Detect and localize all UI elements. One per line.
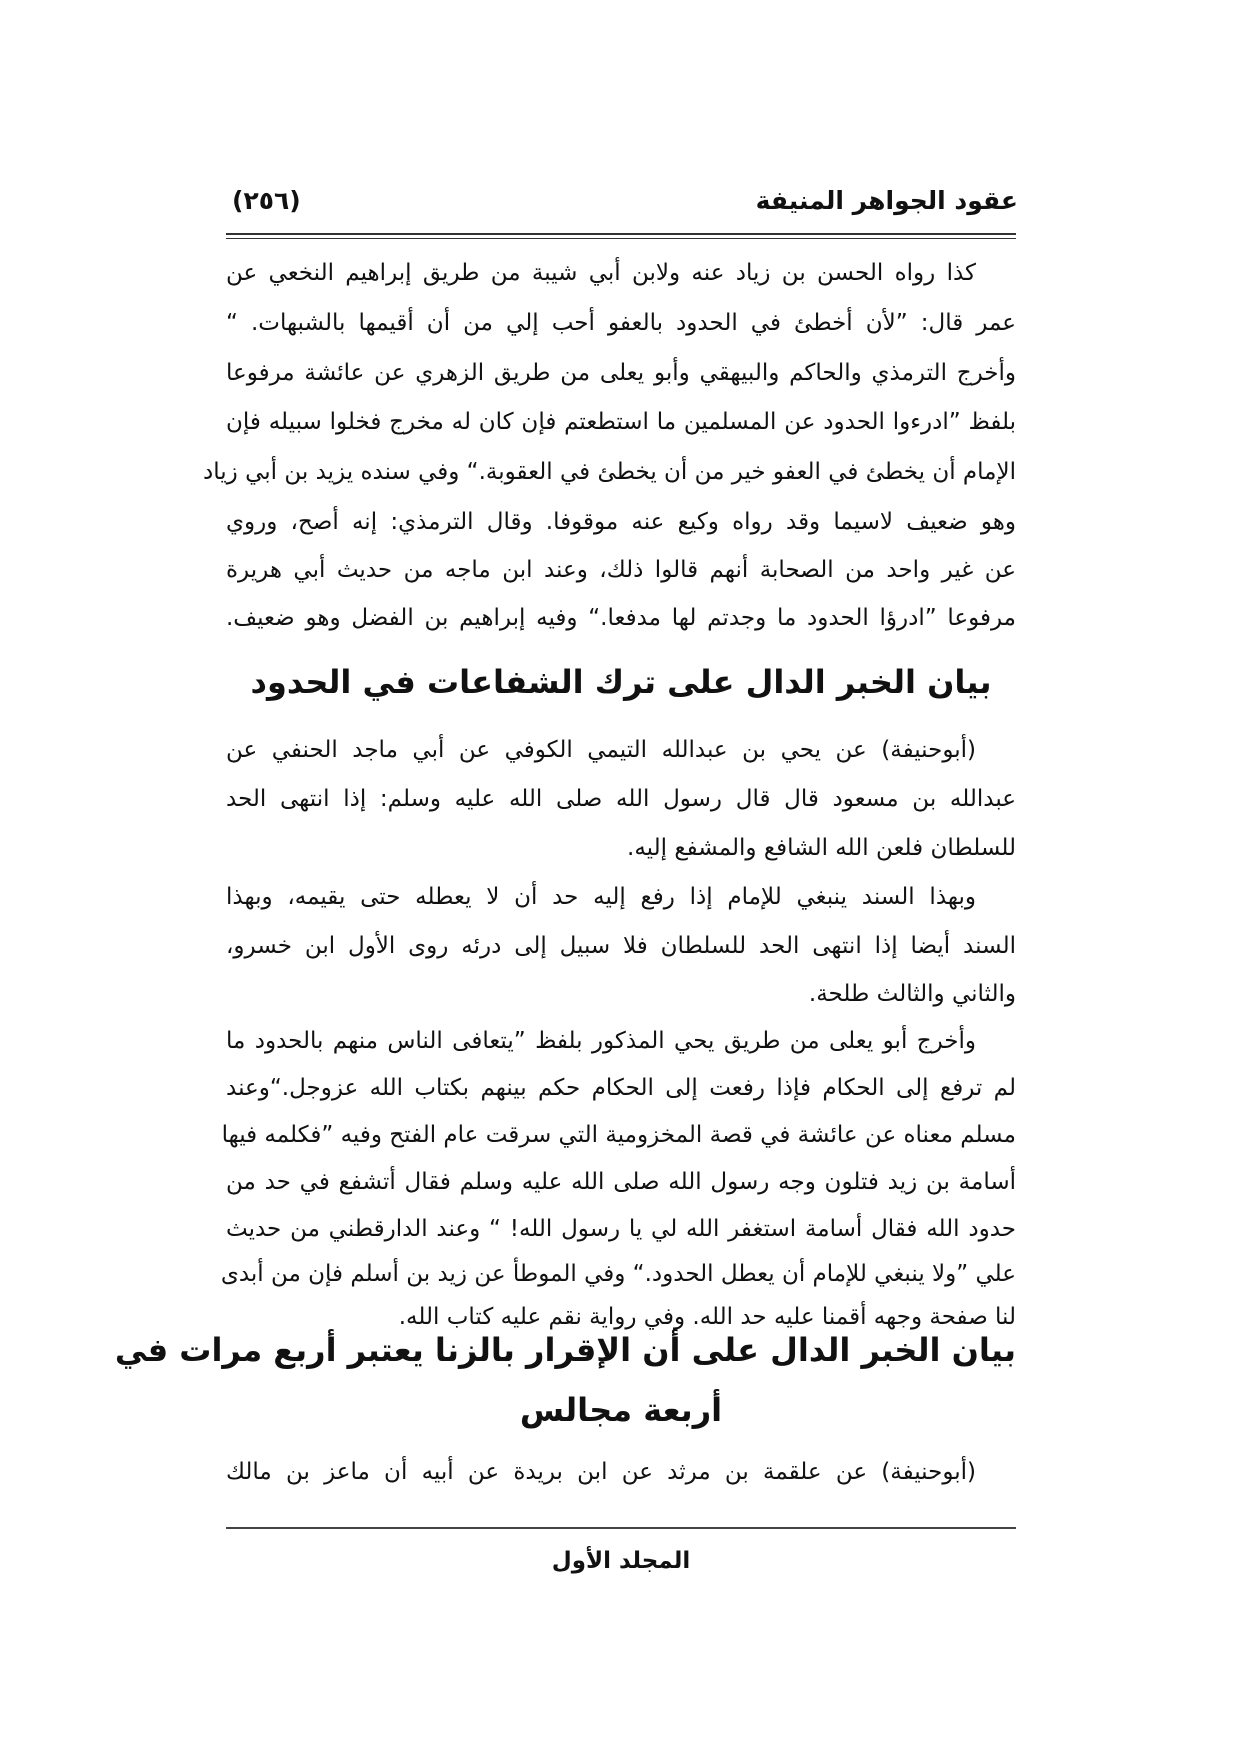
text-line: كذا رواه الحسن بن زياد عنه ولابن أبي شيبة من طريق إبراهيم النخعي عن xyxy=(226,260,976,286)
text-line: أسامة بن زيد فتلون وجه رسول الله صلى الله عليه وسلم فقال أتشفع في حد من xyxy=(226,1169,1016,1195)
text-line: عبدالله بن مسعود قال قال رسول الله صلى الله عليه وسلم: إذا انتهى الحد xyxy=(226,786,1016,812)
volume-footer: المجلد الأول xyxy=(551,1548,691,1574)
text-line: عمر قال: ”لأن أخطئ في الحدود بالعفو أحب إلي من أن أقيمها بالشبهات. “ xyxy=(226,310,1016,336)
footer-rule xyxy=(226,1527,1016,1529)
header-rule xyxy=(226,233,1016,235)
text-line: للسلطان فلعن الله الشافع والمشفع إليه. xyxy=(627,835,1016,861)
section-heading-continued: أربعة مجالس xyxy=(519,1391,723,1429)
text-line: عن غير واحد من الصحابة أنهم قالوا ذلك، وعند ابن ماجه من حديث أبي هريرة xyxy=(226,557,1016,583)
text-line: لم ترفع إلى الحكام فإذا رفعت إلى الحكام حكم بينهم بكتاب الله عزوجل.“وعند xyxy=(226,1075,1016,1101)
text-line: حدود الله فقال أسامة استغفر الله لي يا رسول الله! “ وعند الدارقطني من حديث xyxy=(226,1216,1016,1242)
header-rule-thin xyxy=(226,238,1016,239)
text-line: بلفظ ”ادرءوا الحدود عن المسلمين ما استطعتم فإن كان له مخرج فخلوا سبيله فإن xyxy=(226,409,1016,435)
text-line: السند أيضا إذا انتهى الحد للسلطان فلا سبيل إلى درئه روى الأول ابن خسرو، xyxy=(226,933,1016,959)
text-line: وهو ضعيف لاسيما وقد رواه وكيع عنه موقوفا. وقال الترمذي: إنه أصح، وروي xyxy=(226,509,1016,535)
text-line: (أبوحنيفة) عن علقمة بن مرثد عن ابن بريدة عن أبيه أن ماعز بن مالك xyxy=(226,1459,976,1485)
running-header-title: عقود الجواهر المنيفة xyxy=(755,186,1018,215)
text-line: مسلم معناه عن عائشة في قصة المخزومية التي سرقت عام الفتح وفيه ”فكلمه فيها xyxy=(221,1122,1016,1148)
text-line: وبهذا السند ينبغي للإمام إذا رفع إليه حد أن لا يعطله حتى يقيمه، وبهذا xyxy=(226,884,976,910)
text-line: مرفوعا ”ادرؤا الحدود ما وجدتم لها مدفعا.“ وفيه إبراهيم بن الفضل وهو ضعيف. xyxy=(226,605,1016,631)
text-line: والثاني والثالث طلحة. xyxy=(808,981,1016,1007)
text-line: لنا صفحة وجهه أقمنا عليه حد الله. وفي رواية نقم عليه كتاب الله. xyxy=(398,1304,1016,1330)
page-number: (٢٥٦) xyxy=(232,186,301,215)
section-heading: بيان الخبر الدال على أن الإقرار بالزنا يعتبر أربع مرات في xyxy=(114,1331,1016,1369)
text-line: وأخرج أبو يعلى من طريق يحي المذكور بلفظ ”يتعافى الناس منهم بالحدود ما xyxy=(226,1028,976,1054)
section-heading: بيان الخبر الدال على ترك الشفاعات في الحدود xyxy=(250,663,992,701)
text-line: (أبوحنيفة) عن يحي بن عبدالله التيمي الكوفي عن أبي ماجد الحنفي عن xyxy=(226,737,976,763)
text-line: وأخرج الترمذي والحاكم والبيهقي وأبو يعلى من طريق الزهري عن عائشة مرفوعا xyxy=(226,360,1016,386)
text-line: علي ”ولا ينبغي للإمام أن يعطل الحدود.“ وفي الموطأ عن زيد بن أسلم فإن من أبدى xyxy=(220,1261,1016,1287)
text-line: الإمام أن يخطئ في العفو خير من أن يخطئ في العقوبة.“ وفي سنده يزيد بن أبي زياد xyxy=(203,459,1016,485)
